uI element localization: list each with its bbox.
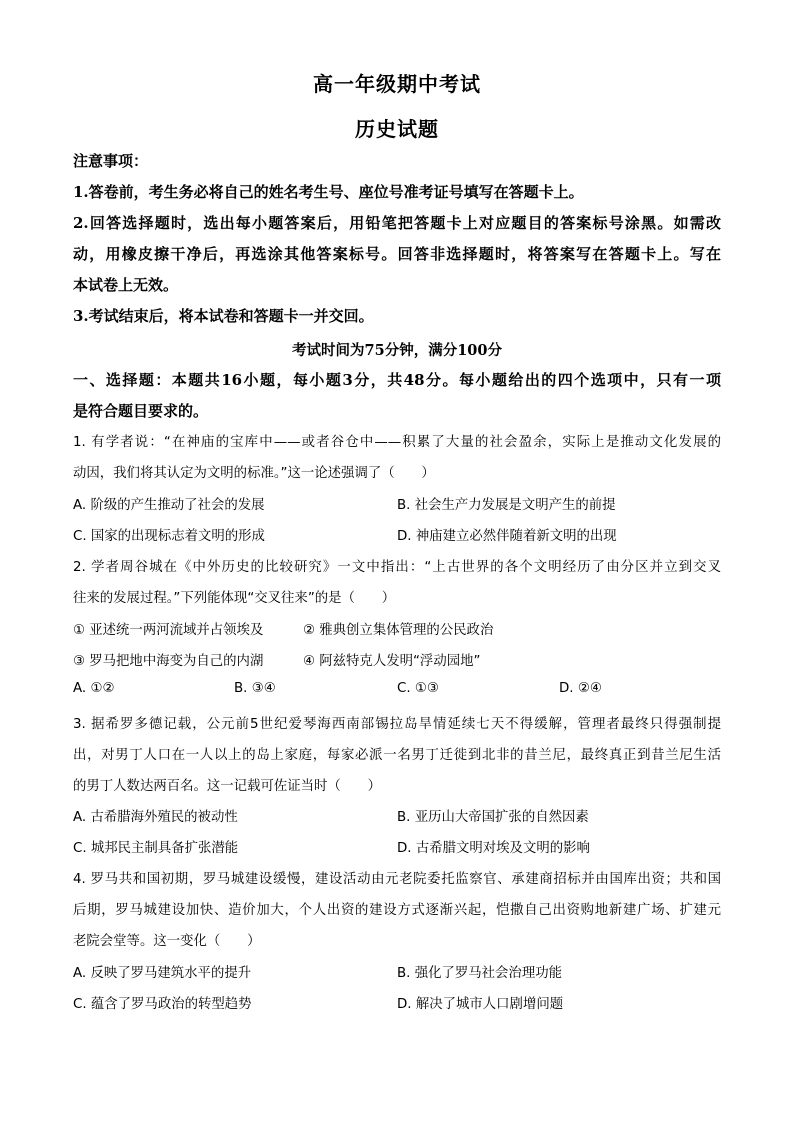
question-1-option-d: D. 神庙建立必然伴随着新文明的出现 — [397, 529, 617, 544]
question-4-option-c: C. 蕴含了罗马政治的转型趋势 — [73, 997, 252, 1012]
question-2-option-d: D. ②④ — [559, 681, 602, 696]
section-heading: 一、选择题：本题共16小题，每小题3分，共48分。每小题给出的四个选项中，只有一项 — [73, 371, 721, 389]
notice-item-1: 1.答卷前，考生务必将自己的姓名考生号、座位号准考证号填写在答题卡上。 — [73, 183, 584, 201]
question-3-line-1: 3. 据希罗多德记载，公元前5世纪爱琴海西南部锡拉岛旱情延续七天不得缓解，管理者最终只得强制提 — [73, 717, 721, 732]
question-3-option-c: C. 城邦民主制具备扩张潜能 — [73, 841, 239, 856]
notice-item-2: 2.回答选择题时，选出每小题答案后，用铅笔把答题卡上对应题目的答案标号涂黑。如需改 — [73, 214, 721, 232]
question-1-line-1: 1. 有学者说：“在神庙的宝库中——或者谷仓中——积累了大量的社会盈余，实际上是推动文化发展的 — [73, 435, 721, 450]
question-3-option-d: D. 古希腊文明对埃及文明的影响 — [397, 841, 590, 856]
question-2-item-2: ② 雅典创立集体管理的公民政治 — [303, 623, 494, 638]
question-2-option-a: A. ①② — [73, 681, 115, 696]
question-2-item-1: ① 亚述统一两河流域并占领埃及 — [73, 623, 264, 638]
section-heading-cont: 是符合题目要求的。 — [73, 402, 209, 420]
question-4-line-3: 老院会堂等。这一变化（ ） — [73, 934, 261, 949]
notice-item-2-cont: 动，用橡皮擦干净后，再选涂其他答案标号。回答非选择题时，将答案写在答题卡上。写在 — [73, 245, 721, 263]
question-1-option-c: C. 国家的出现标志着文明的形成 — [73, 529, 265, 544]
question-2-line-2: 往来的发展过程。”下列能体现“交叉往来”的是（ ） — [73, 591, 396, 606]
question-3-option-b: B. 亚历山大帝国扩张的自然因素 — [397, 810, 589, 825]
question-4-line-1: 4. 罗马共和国初期，罗马城建设缓慢，建设活动由元老院委托监察官、承建商招标并由国库出资；共和国 — [73, 872, 721, 887]
question-3-line-3: 的男丁人数达两百名。这一记载可佐证当时（ ） — [73, 779, 381, 794]
question-4-option-a: A. 反映了罗马建筑水平的提升 — [73, 966, 252, 981]
question-4-line-2: 后期，罗马城建设加快、造价加大，个人出资的建设方式逐渐兴起，恺撒自己出资购地新建广场、扩建元 — [73, 903, 721, 918]
question-4-option-b: B. 强化了罗马社会治理功能 — [397, 966, 562, 981]
question-1-line-2: 动因，我们将其认定为文明的标准。”这一论述强调了（ ） — [73, 466, 435, 481]
exam-title: 高一年级期中考试 — [313, 72, 481, 96]
question-2-option-b: B. ③④ — [234, 681, 276, 696]
question-3-option-a: A. 古希腊海外殖民的被动性 — [73, 810, 238, 825]
question-2-item-3: ③ 罗马把地中海变为自己的内湖 — [73, 654, 264, 669]
question-2-line-1: 2. 学者周谷城在《中外历史的比较研究》一文中指出：“上古世界的各个文明经历了由分区并立到交叉 — [73, 560, 721, 575]
question-1-option-a: A. 阶级的产生推动了社会的发展 — [73, 498, 265, 513]
question-4-option-d: D. 解决了城市人口剧增问题 — [397, 997, 564, 1012]
question-1-option-b: B. 社会生产力发展是文明产生的前提 — [397, 498, 616, 513]
notice-item-3: 3.考试结束后，将本试卷和答题卡一并交回。 — [73, 307, 374, 325]
exam-subtitle: 历史试题 — [355, 117, 439, 141]
notice-item-2-end: 本试卷上无效。 — [73, 276, 179, 294]
exam-info: 考试时间为75分钟，满分100分 — [292, 342, 502, 359]
question-2-item-4: ④ 阿兹特克人发明“浮动园地” — [303, 654, 481, 669]
question-3-line-2: 出，对男丁人口在一人以上的岛上家庭，每家必派一名男丁迁徙到北非的昔兰尼，最终真正到昔兰尼生活 — [73, 748, 721, 763]
question-2-option-c: C. ①③ — [397, 681, 439, 696]
notice-heading: 注意事项： — [73, 152, 149, 170]
